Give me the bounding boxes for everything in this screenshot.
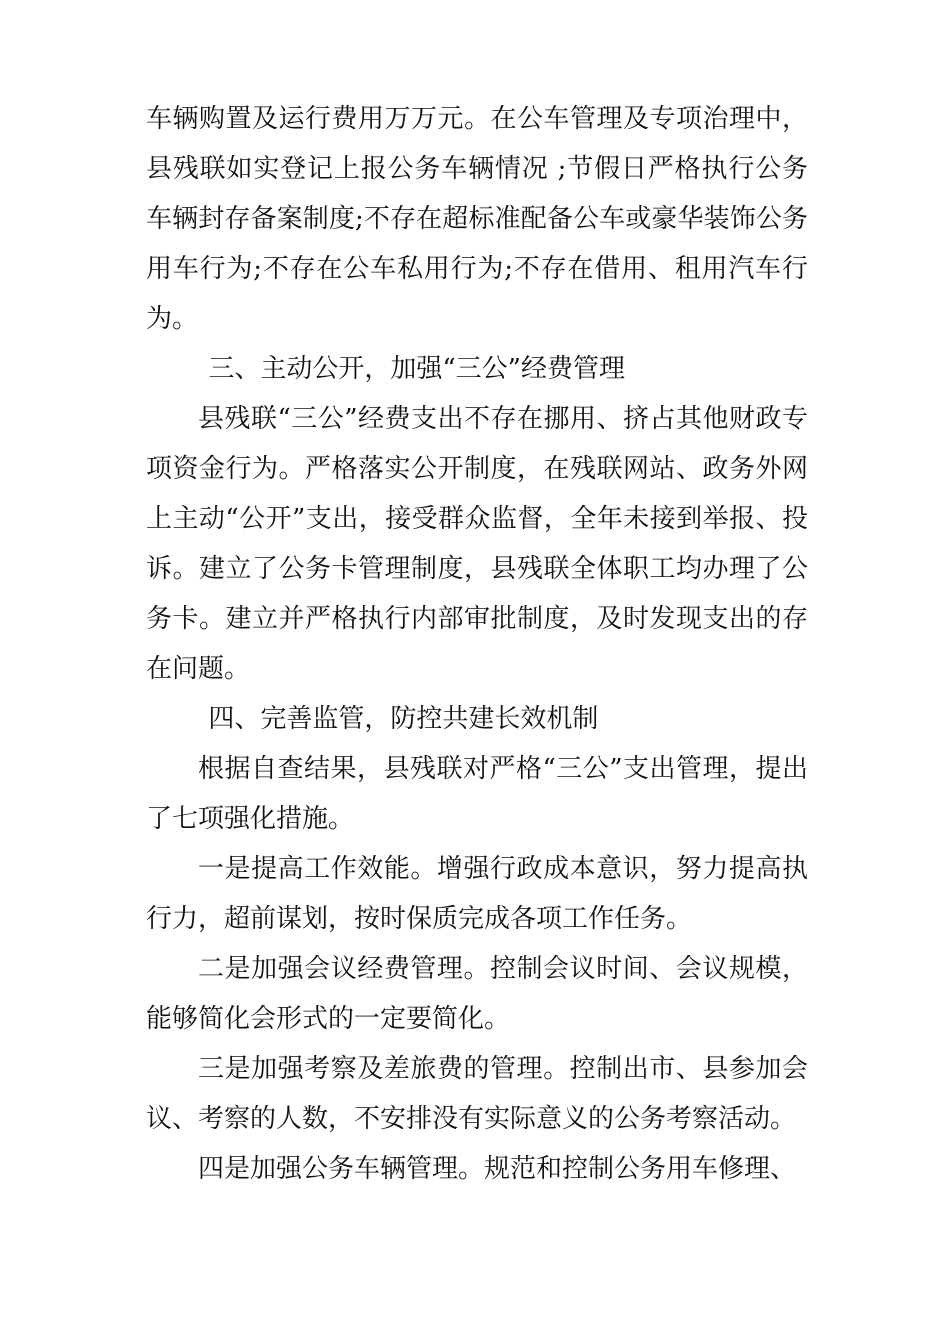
paragraph-measure-1: 一是提高工作效能。增强行政成本意识，努力提高执行力，超前谋划，按时保质完成各项工作任务。 <box>146 854 808 934</box>
paragraph-measure-3: 三是加强考察及差旅费的管理。控制出市、县参加会议、考察的人数，不安排没有实际意义的公务考察活动。 <box>146 1054 808 1134</box>
paragraph-disclosure: 县残联“三公”经费支出不存在挪用、挤占其他财政专项资金行为。严格落实公开制度，在残联网站、政务外网上主动“公开”支出，接受群众监督，全年未接到举报、投诉。建立了公务卡管理制度，县残联全体职工均办理了公务卡。建立并严格执行内部审批制度，及时发现支出的存在问题。 <box>146 404 808 684</box>
paragraph-measures-intro: 根据自查结果，县残联对严格“三公”支出管理，提出了七项强化措施。 <box>146 754 808 834</box>
paragraph-measure-2: 二是加强会议经费管理。控制会议时间、会议规模，能够简化会形式的一定要简化。 <box>146 954 808 1034</box>
document-page <box>146 94 808 1194</box>
paragraph-measure-4: 四是加强公务车辆管理。规范和控制公务用车修理、 <box>198 1154 797 1184</box>
section-heading-3: 三、主动公开，加强“三公”经费管理 <box>208 354 625 384</box>
section-heading-4: 四、完善监管，防控共建长效机制 <box>208 704 599 734</box>
paragraph-vehicle-management: 车辆购置及运行费用万万元。在公车管理及专项治理中，县残联如实登记上报公务车辆情况 ;节假日严格执行公务车辆封存备案制度;不存在超标准配备公车或豪华装饰公务用车行为;不存在公车私用行为;不存在借用、租用汽车行为。 <box>146 104 808 334</box>
